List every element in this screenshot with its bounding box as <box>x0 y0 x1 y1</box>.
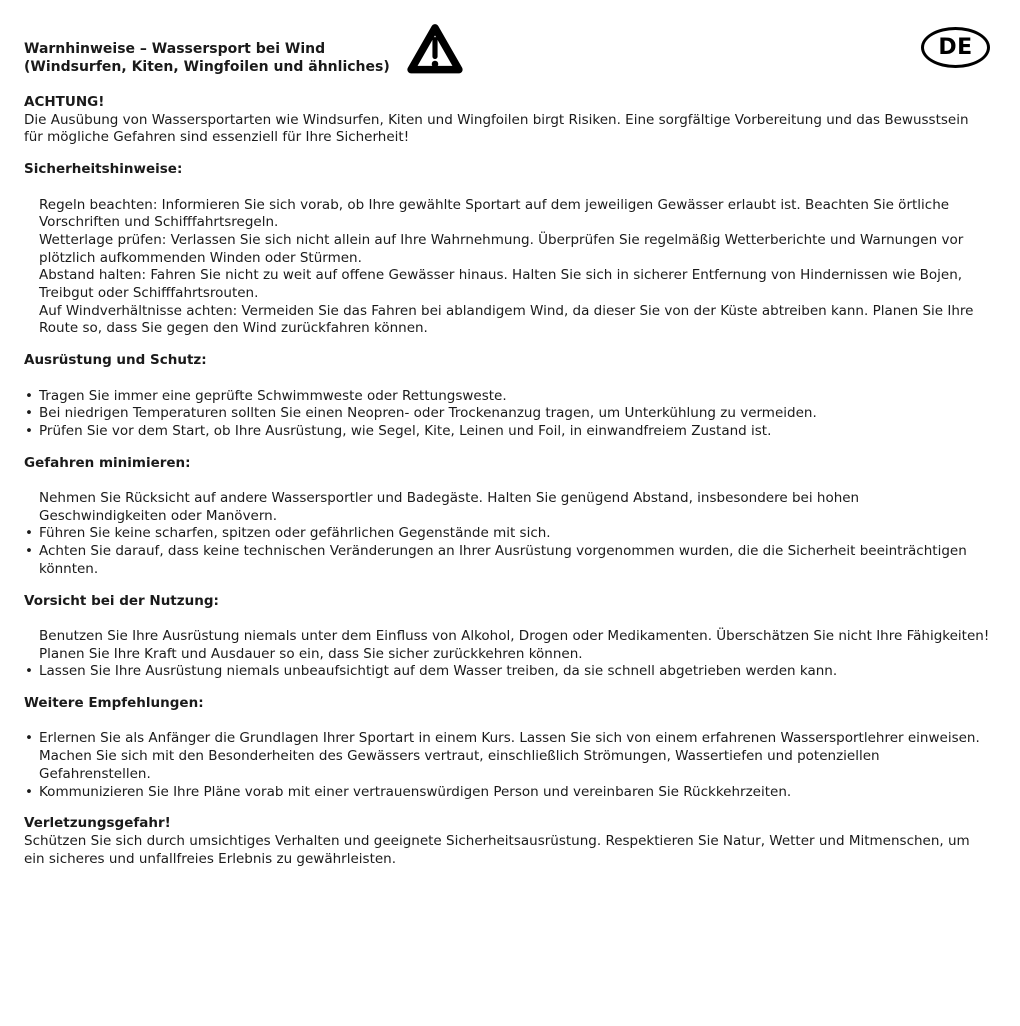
document-title <box>24 40 390 76</box>
list-item <box>24 628 990 663</box>
section-ausruestung-und-schutz <box>24 352 990 441</box>
list-item-text: Auf Windverhältnisse achten: Vermeiden Sie das Fahren bei ablandigem Wind, da dieser Sie von der Küste abtreiben kann. Planen Sie Ihre Route so, dass Sie gegen den Wind zurückfahren können. <box>39 302 974 337</box>
section-heading: Verletzungsgefahr! <box>24 815 171 832</box>
section-heading: Weitere Empfehlungen: <box>24 695 204 712</box>
warning-triangle-icon <box>405 20 465 77</box>
list-item <box>24 388 990 406</box>
list-item-text: Abstand halten: Fahren Sie nicht zu weit auf offene Gewässer hinaus. Halten Sie sich in sicherer Entfernung von Hindernissen wie Bojen, Treibgut oder Schifffahrtsrouten. <box>39 267 963 302</box>
list-item <box>24 525 990 543</box>
paragraph-text: Die Ausübung von Wassersportarten wie Windsurfen, Kiten und Wingfoilen birgt Risiken. Eine sorgfältige Vorbereitung und das Bewusstsein für mögliche Gefahren sind essenziell für Ihre Sicherheit! <box>24 111 969 146</box>
list-item-text: Regeln beachten: Informieren Sie sich vorab, ob Ihre gewählte Sportart auf dem jeweiligen Gewässer erlaubt ist. Beachten Sie örtliche Vorschriften und Schifffahrtsregeln. <box>39 196 950 231</box>
section-achtung <box>24 94 990 147</box>
bullet-icon: • <box>25 405 33 422</box>
list-item <box>24 232 990 267</box>
section-sicherheitshinweise <box>24 161 990 338</box>
list-item <box>24 730 990 748</box>
list-item <box>24 748 990 783</box>
list-item-text: Erlernen Sie als Anfänger die Grundlagen Ihrer Sportart in einem Kurs. Lassen Sie sich von einem erfahrenen Wassersportlehrer einweisen. <box>39 730 980 747</box>
bullet-icon: • <box>25 783 33 800</box>
document-body <box>24 94 990 868</box>
section-heading: Ausrüstung und Schutz: <box>24 352 207 369</box>
title-line-1: Warnhinweise – Wassersport bei Wind <box>24 41 326 57</box>
bullet-icon: • <box>25 387 33 404</box>
section-weitere-empfehlungen <box>24 695 990 801</box>
list-item <box>24 405 990 423</box>
title-line-2: (Windsurfen, Kiten, Wingfoilen und ähnliches) <box>24 59 390 75</box>
section-gefahren-minimieren <box>24 455 990 579</box>
paragraph <box>24 833 990 868</box>
list-item-text: Führen Sie keine scharfen, spitzen oder gefährlichen Gegenstände mit sich. <box>39 525 551 542</box>
bullet-icon: • <box>25 525 33 542</box>
list-item-text: Tragen Sie immer eine geprüfte Schwimmweste oder Rettungsweste. <box>39 387 507 404</box>
list-item-text: Nehmen Sie Rücksicht auf andere Wassersportler und Badegäste. Halten Sie genügend Abstand, insbesondere bei hohen Geschwindigkeiten oder Manövern. <box>39 490 860 524</box>
bullet-icon: • <box>25 422 33 439</box>
section-heading: Gefahren minimieren: <box>24 454 191 471</box>
list-item-text: Prüfen Sie vor dem Start, ob Ihre Ausrüstung, wie Segel, Kite, Leinen und Foil, in einwandfreiem Zustand ist. <box>39 422 772 439</box>
bullet-icon: • <box>25 543 33 560</box>
list-item-text: Lassen Sie Ihre Ausrüstung niemals unbeaufsichtigt auf dem Wasser treiben, da sie schnell abgetrieben werden kann. <box>39 663 838 680</box>
list-item <box>24 197 990 232</box>
language-badge-label: DE <box>938 35 973 60</box>
list-item <box>24 303 990 338</box>
list-item <box>24 543 990 578</box>
paragraph-text: Schützen Sie sich durch umsichtiges Verhalten und geeignete Sicherheitsausrüstung. Respektieren Sie Natur, Wetter und Mitmenschen, um ein sicheres und unfallfreies Erlebnis zu gewährleisten. <box>24 832 970 867</box>
section-heading: Sicherheitshinweise: <box>24 161 183 178</box>
list-item-text: Wetterlage prüfen: Verlassen Sie sich nicht allein auf Ihre Wahrnehmung. Überprüfen Sie regelmäßig Wetterberichte und Warnungen vor plötzlich aufkommenden Winden oder Stürmen. <box>39 231 964 266</box>
bullet-icon: • <box>25 663 33 680</box>
list-item <box>24 663 990 681</box>
list-item <box>24 267 990 302</box>
bullet-icon: • <box>25 730 33 747</box>
list-item-text: Benutzen Sie Ihre Ausrüstung niemals unter dem Einfluss von Alkohol, Drogen oder Medikamenten. Überschätzen Sie nicht Ihre Fähigkeiten! Planen Sie Ihre Kraft und Ausdauer so ein, dass Sie sicher zurückkehren können. <box>39 627 990 662</box>
section-heading: ACHTUNG! <box>24 94 105 110</box>
list-item-text: Achten Sie darauf, dass keine technischen Veränderungen an Ihrer Ausrüstung vorgenommen wurden, die die Sicherheit beeinträchtigen könnten. <box>39 543 967 577</box>
list-item-text: Kommunizieren Sie Ihre Pläne vorab mit einer vertrauenswürdigen Person und vereinbaren Sie Rückkehrzeiten. <box>39 783 792 800</box>
section-verletzungsgefahr <box>24 815 990 868</box>
list-item <box>24 784 990 802</box>
list-item <box>24 423 990 441</box>
language-badge <box>921 27 990 68</box>
paragraph <box>24 112 990 147</box>
section-heading: Vorsicht bei der Nutzung: <box>24 592 219 609</box>
list-item-text: Bei niedrigen Temperaturen sollten Sie einen Neopren- oder Trockenanzug tragen, um Unterkühlung zu vermeiden. <box>39 405 817 422</box>
list-item <box>24 490 990 525</box>
list-item-text: Machen Sie sich mit den Besonderheiten des Gewässers vertraut, einschließlich Strömungen, Wassertiefen und potenziellen Gefahrenstellen. <box>39 748 880 782</box>
section-vorsicht-bei-der-nutzung <box>24 593 990 682</box>
